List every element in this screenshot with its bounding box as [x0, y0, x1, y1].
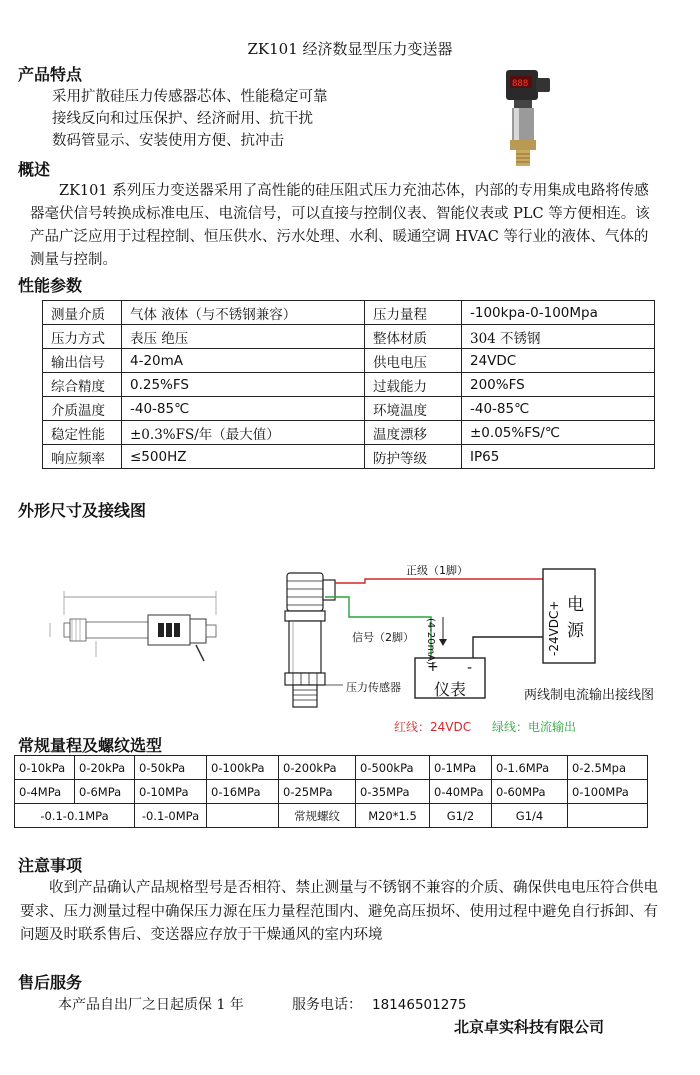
power-label-top: 电: [567, 595, 584, 615]
range-cell: G1/2: [430, 804, 492, 828]
spec-value: 24VDC: [462, 349, 655, 373]
warranty-text: 本产品自出厂之日起质保 1 年: [58, 997, 244, 1013]
spec-row: [43, 445, 655, 469]
range-cell: [568, 804, 648, 828]
spec-value: 气体 液体（与不锈钢兼容）: [122, 301, 365, 325]
spec-label: 测量介质: [43, 301, 122, 325]
range-cell: 0-35MPa: [356, 780, 430, 804]
red-wire-note: 红线：24VDC: [394, 720, 472, 734]
range-cell: [207, 804, 279, 828]
range-cell: 0-10MPa: [135, 780, 207, 804]
range-row: [15, 756, 648, 780]
range-cell: 0-50kPa: [135, 756, 207, 780]
svg-text:888: 888: [512, 79, 529, 89]
sensor-thread: [293, 685, 317, 707]
ranges-heading: 常规量程及螺纹选型: [18, 736, 163, 755]
spec-value: 200%FS: [462, 373, 655, 397]
green-wire: [325, 597, 431, 658]
range-cell: 0-20kPa: [75, 756, 135, 780]
positive-pin-label: 正级（1脚）: [406, 564, 468, 577]
phone-label: 服务电话：: [292, 997, 362, 1013]
spec-value: ≤500HZ: [122, 445, 365, 469]
feature-line-2: 接线反向和过压保护、经济耐用、抗干扰: [52, 111, 313, 127]
range-row: [15, 804, 648, 828]
feature-line-3: 数码管显示、安装使用方便、抗冲击: [52, 133, 284, 149]
range-cell: 0-10kPa: [15, 756, 75, 780]
spec-label: 压力方式: [43, 325, 122, 349]
spec-value: 4-20mA: [122, 349, 365, 373]
spec-value: -40-85℃: [462, 397, 655, 421]
overview-heading: 概述: [18, 160, 51, 179]
green-wire-note: 绿线：电流输出: [492, 720, 577, 734]
range-cell: 0-1.6MPa: [492, 756, 568, 780]
range-cell: 0-100kPa: [207, 756, 279, 780]
spec-label: 过载能力: [365, 373, 462, 397]
red-wire: [335, 579, 543, 583]
range-cell: 0-500kPa: [356, 756, 430, 780]
spec-value: -100kpa-0-100Mpa: [462, 301, 655, 325]
features-heading: 产品特点: [18, 65, 83, 84]
sensor-label: 压力传感器: [346, 681, 401, 694]
spec-row: [43, 373, 655, 397]
instrument-minus: -: [467, 660, 473, 676]
signal-pin-label: 信号（2脚）: [352, 631, 414, 644]
specs-table: [42, 300, 655, 469]
range-cell: 0-4MPa: [15, 780, 75, 804]
spec-label: 输出信号: [43, 349, 122, 373]
spec-label: 响应频率: [43, 445, 122, 469]
range-cell: 0-200kPa: [279, 756, 356, 780]
supply-voltage-label: -24VDC+: [547, 600, 561, 656]
spec-value: 0.25%FS: [122, 373, 365, 397]
range-cell: -0.1-0.1MPa: [15, 804, 135, 828]
spec-label: 防护等级: [365, 445, 462, 469]
spec-label: 稳定性能: [43, 421, 122, 445]
range-cell: M20*1.5: [356, 804, 430, 828]
range-cell: 0-60MPa: [492, 780, 568, 804]
spec-value: -40-85℃: [122, 397, 365, 421]
current-label: (4-20mA): [425, 618, 436, 666]
ranges-table: [14, 755, 648, 828]
phone-number: 18146501275: [372, 997, 467, 1013]
spec-label: 温度漂移: [365, 421, 462, 445]
range-cell: 0-25MPa: [279, 780, 356, 804]
range-cell: -0.1-0MPa: [135, 804, 207, 828]
spec-row: [43, 301, 655, 325]
spec-label: 供电电压: [365, 349, 462, 373]
product-photo: [488, 66, 558, 171]
spec-label: 压力量程: [365, 301, 462, 325]
service-heading: 售后服务: [18, 973, 83, 992]
spec-label: 综合精度: [43, 373, 122, 397]
spec-row: [43, 349, 655, 373]
spec-value: IP65: [462, 445, 655, 469]
range-cell: 0-40MPa: [430, 780, 492, 804]
overview-text: ZK101 系列压力变送器采用了高性能的硅压阻式压力充油芯体，内部的专用集成电路将传感器毫伏信号转换成标准电压、电流信号，可以直接与控制仪表、智能仪表或 PLC 等方便相连。该产品广泛应用于过程控制、恒压供水、污水处理、水利、暖通空调 HVAC 等行业的液体、气体的测量与控制。: [30, 183, 650, 268]
spec-label: 介质温度: [43, 397, 122, 421]
page-title: ZK101 经济数显型压力变送器: [247, 40, 453, 58]
specs-heading: 性能参数: [18, 276, 83, 295]
spec-row: [43, 397, 655, 421]
range-row: [15, 780, 648, 804]
dimension-drawing: [36, 585, 236, 675]
spec-label: 整体材质: [365, 325, 462, 349]
diagram-caption: 两线制电流输出接线图: [524, 688, 655, 703]
range-cell: G1/4: [492, 804, 568, 828]
sensor-body: [289, 621, 321, 673]
black-wire: [473, 637, 543, 658]
feature-line-1: 采用扩散硅压力传感器芯体、性能稳定可靠: [52, 89, 328, 105]
spec-value: ±0.05%FS/℃: [462, 421, 655, 445]
spec-value: 304 不锈钢: [462, 325, 655, 349]
range-cell: 0-2.5Mpa: [568, 756, 648, 780]
dimensions-heading: 外形尺寸及接线图: [18, 501, 147, 520]
sensor-collar: [285, 611, 325, 621]
spec-value: 表压 绝压: [122, 325, 365, 349]
instrument-plus: +: [427, 659, 439, 675]
range-cell: 0-100MPa: [568, 780, 648, 804]
instrument-label: 仪表: [434, 680, 467, 699]
spec-value: ±0.3%FS/年（最大值）: [122, 421, 365, 445]
range-cell: 0-6MPa: [75, 780, 135, 804]
range-cell: 0-1MPa: [430, 756, 492, 780]
range-cell: 0-16MPa: [207, 780, 279, 804]
power-label-bottom: 源: [567, 621, 584, 641]
notes-text: 收到产品确认产品规格型号是否相符、禁止测量与不锈钢不兼容的介质、确保供电电压符合供电要求、压力测量过程中确保压力源在压力量程范围内、避免高压损坏、使用过程中避免自行拆卸、有问题及时联系售后、变送器应存放于干燥通风的室内环境: [20, 880, 658, 943]
spec-row: [43, 325, 655, 349]
company-name: 北京卓实科技有限公司: [454, 1018, 605, 1036]
spec-label: 环境温度: [365, 397, 462, 421]
spec-row: [43, 421, 655, 445]
notes-heading: 注意事项: [18, 856, 83, 875]
thread-label-cell: 常规螺纹: [279, 804, 356, 828]
